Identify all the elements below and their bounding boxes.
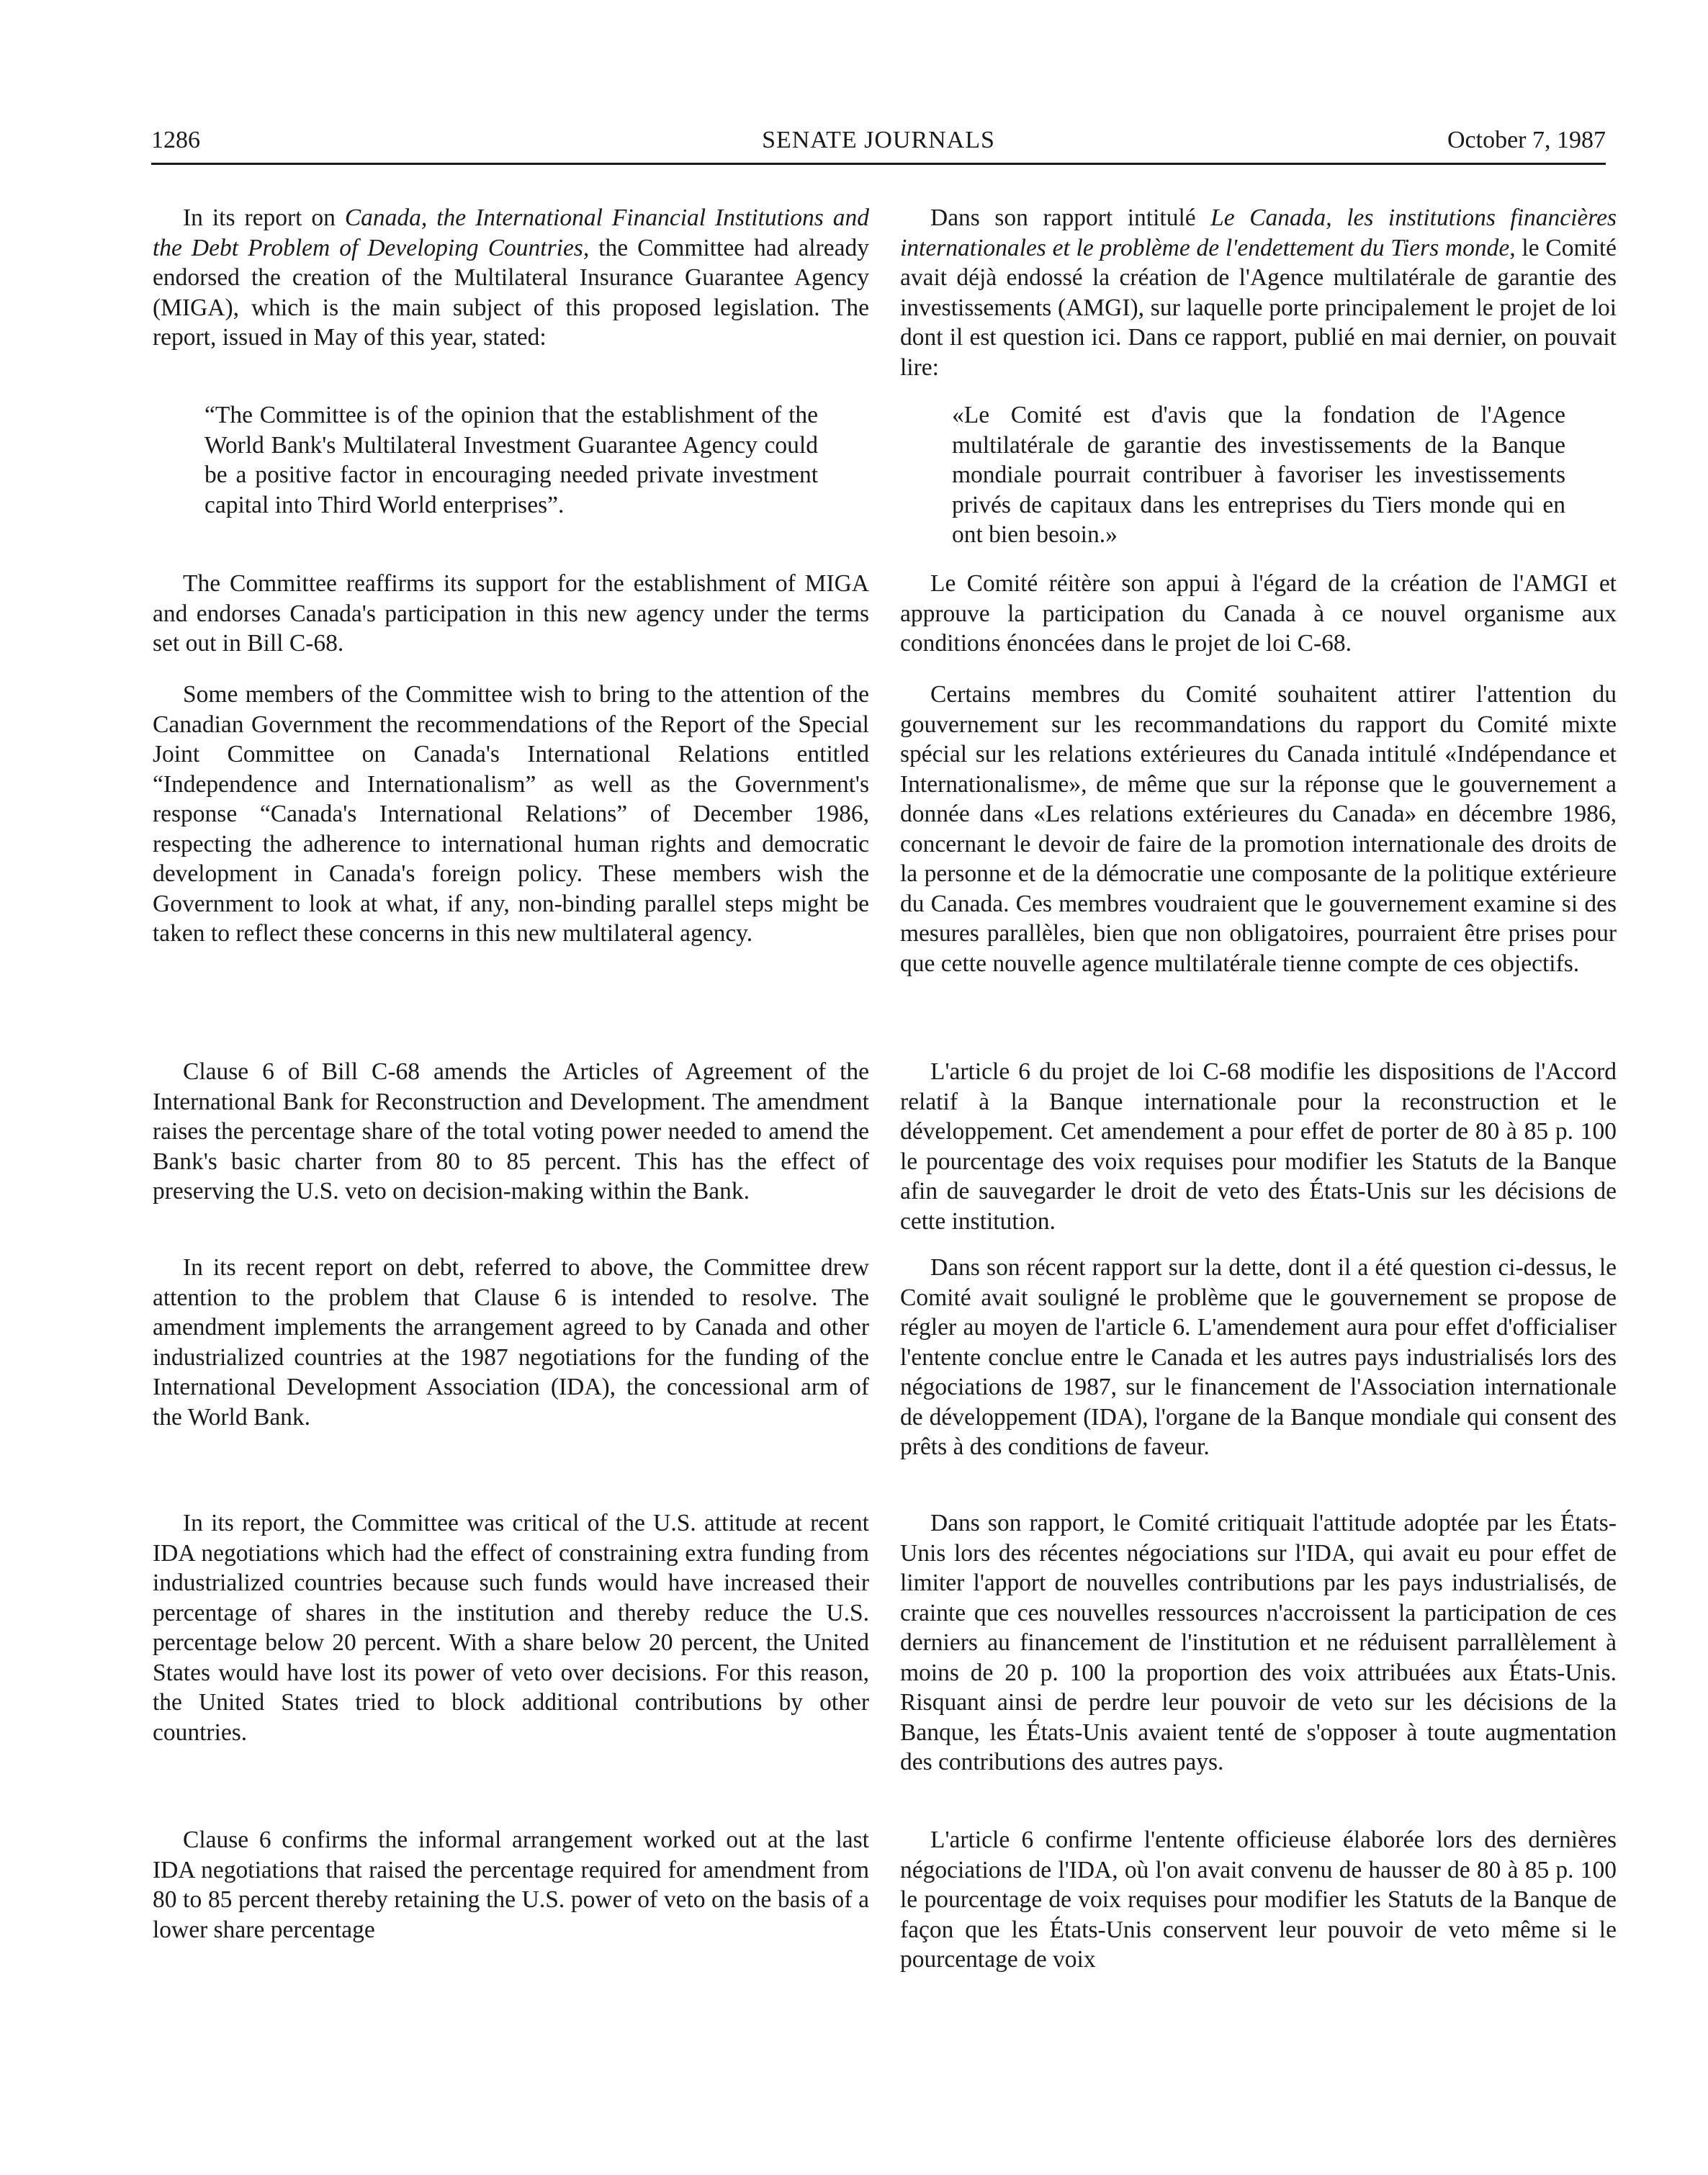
french-paragraph-7: L'article 6 confirme l'entente officieuse élaborée lors des dernières négociations de l'IDA, où l'on avait convenu de hausser de 80 à 85 p. 100 le pourcentage de voix requises pour modifier les Statuts de la Banque de façon que les États-Unis conservent leur pouvoir de veto même si le pourcentage de voix <box>900 1827 1617 1973</box>
french-p1-lead: Dans son rapport intitulé <box>930 204 1211 231</box>
english-paragraph-3: Some members of the Committee wish to bring to the attention of the Canadian Government the recommendations of the Report of the Special Joint Committee on Canada's International Relations entitled “Independence and Internationalism” as well as the Government's response “Canada's International Relations” of December 1986, respecting the adherence to international human rights and democratic development in Canada's foreign policy. These members wish the Government to look at what, if any, non-binding parallel steps might be taken to reflect these concerns in this new multilateral agency. <box>153 681 869 947</box>
english-paragraph-1 <box>153 203 869 353</box>
french-paragraph-6: Dans son rapport, le Comité critiquait l'attitude adoptée par les États-Unis lors des récentes négociations sur l'IDA, qui avait eu pour effet de limiter l'apport de nouvelles contributions par les pays industrialisés, de crainte que ces nouvelles ressources n'accroissent la participation de ces derniers au financement de l'institution et ne réduisent parrallèlement à moins de 20 p. 100 la proportion des voix attribuées aux États-Unis. Risquant ainsi de perdre leur pouvoir de veto sur les décisions de la Banque, les États-Unis avaient tenté de s'opposer à toute augmentation des contributions des autres pays. <box>900 1510 1617 1775</box>
french-paragraph-5: Dans son récent rapport sur la dette, dont il a été question ci-dessus, le Comité avait souligné le problème que le gouvernement se propose de régler au moyen de l'article 6. L'amendement aura pour effet d'officialiser l'entente conclue entre le Canada et les autres pays industrialisés lors des négociations de 1987, sur le financement de l'Association internationale de développement (IDA), l'organe de la Banque mondiale qui consent des prêts à des conditions de faveur. <box>900 1254 1617 1460</box>
english-paragraph-5: In its recent report on debt, referred to above, the Committee drew attention to the problem that Clause 6 is intended to resolve. The amendment implements the arrangement agreed to by Canada and other industrialized countries at the 1987 negotiations for the funding of the International Development Association (IDA), the concessional arm of the World Bank. <box>153 1254 869 1431</box>
english-p1-lead: In its report on <box>183 204 345 231</box>
english-p1-rest: the Committee had already endorsed the creation of the Multilateral Insurance Guarantee Agency (MIGA), which is the main subject of this proposed legislation. The report, issued in May of this year, stated: <box>153 234 870 351</box>
french-paragraph-4: L'article 6 du projet de loi C-68 modifie les dispositions de l'Accord relatif à la Banque internationale pour la reconstruction et le développement. Cet amendement a pour effet de porter de 80 à 85 p. 100 le pourcentage des voix requises pour modifier les Statuts de la Banque afin de sauvegarder le droit de veto des États-Unis sur les décisions de cette institution. <box>900 1058 1617 1235</box>
page-header <box>151 127 1606 165</box>
english-paragraph-7: Clause 6 confirms the informal arrangement worked out at the last IDA negotiations that raised the percentage required for amendment from 80 to 85 percent thereby retaining the U.S. power of veto on the basis of a lower share percentage <box>153 1827 869 1943</box>
english-paragraph-2: The Committee reaffirms its support for the establishment of MIGA and endorses Canada's participation in this new agency under the terms set out in Bill C-68. <box>153 570 869 657</box>
french-quote: «Le Comité est d'avis que la fondation de l'Agence multilatérale de garantie des investissements de la Banque mondiale pourrait contribuer à favoriser les investissements privés de capitaux dans les entreprises du Tiers monde qui en ont bien besoin.» <box>952 402 1565 548</box>
english-paragraph-6: In its report, the Committee was critical of the U.S. attitude at recent IDA negotiations which had the effect of constraining extra funding from industrialized countries because such funds would have increased their percentage of shares in the institution and thereby reduce the U.S. percentage below 20 percent. With a share below 20 percent, the United States would have lost its power of veto over decisions. For this reason, the United States tried to block additional contributions by other countries. <box>153 1510 869 1746</box>
journal-date: October 7, 1987 <box>1447 127 1606 153</box>
journal-title: SENATE JOURNALS <box>762 127 995 153</box>
english-quote: “The Committee is of the opinion that the establishment of the World Bank's Multilateral Investment Guarantee Agency could be a positive factor in encouraging needed private investment capital into Third World enterprises”. <box>204 402 818 518</box>
french-report-title: Le Canada, les institutions financières internationales et le problème de l'endettement du Tiers monde, <box>900 204 1617 261</box>
french-paragraph-3: Certains membres du Comité souhaitent attirer l'attention du gouvernement sur les recommandations du rapport du Comité mixte spécial sur les relations extérieures du Canada intitulé «Indépendance et Internationalisme», de même que sur la réponse que le gouvernement a donnée dans «Les relations extérieures du Canada» en décembre 1986, concernant le devoir de faire de la promotion internationale des droits de la personne et de la démocratie une composante de la politique extérieure du Canada. Ces membres voudraient que le gouvernement examine si des mesures parallèles, bien que non obligatoires, pourraient être prises pour que cette nouvelle agence multilatérale tienne compte de ces objectifs. <box>900 681 1617 977</box>
french-paragraph-2: Le Comité réitère son appui à l'égard de la création de l'AMGI et approuve la participation du Canada à ce nouvel organisme aux conditions énoncées dans le projet de loi C-68. <box>900 570 1617 657</box>
french-p1-rest: le Comité avait déjà endossé la création de l'Agence multilatérale de garantie des investissements (AMGI), sur laquelle porte principalement le projet de loi dont il est question ici. Dans ce rapport, publié en mai dernier, on pouvait lire: <box>900 234 1617 381</box>
page-number: 1286 <box>151 127 200 153</box>
english-paragraph-4: Clause 6 of Bill C-68 amends the Articles of Agreement of the International Bank for Reconstruction and Development. The amendment raises the percentage share of the total voting power needed to amend the Bank's basic charter from 80 to 85 percent. This has the effect of preserving the U.S. veto on decision-making within the Bank. <box>153 1058 869 1204</box>
french-paragraph-1 <box>900 203 1617 382</box>
english-report-title: Canada, the International Financial Institutions and the Debt Problem of Developing Countries, <box>153 204 869 261</box>
